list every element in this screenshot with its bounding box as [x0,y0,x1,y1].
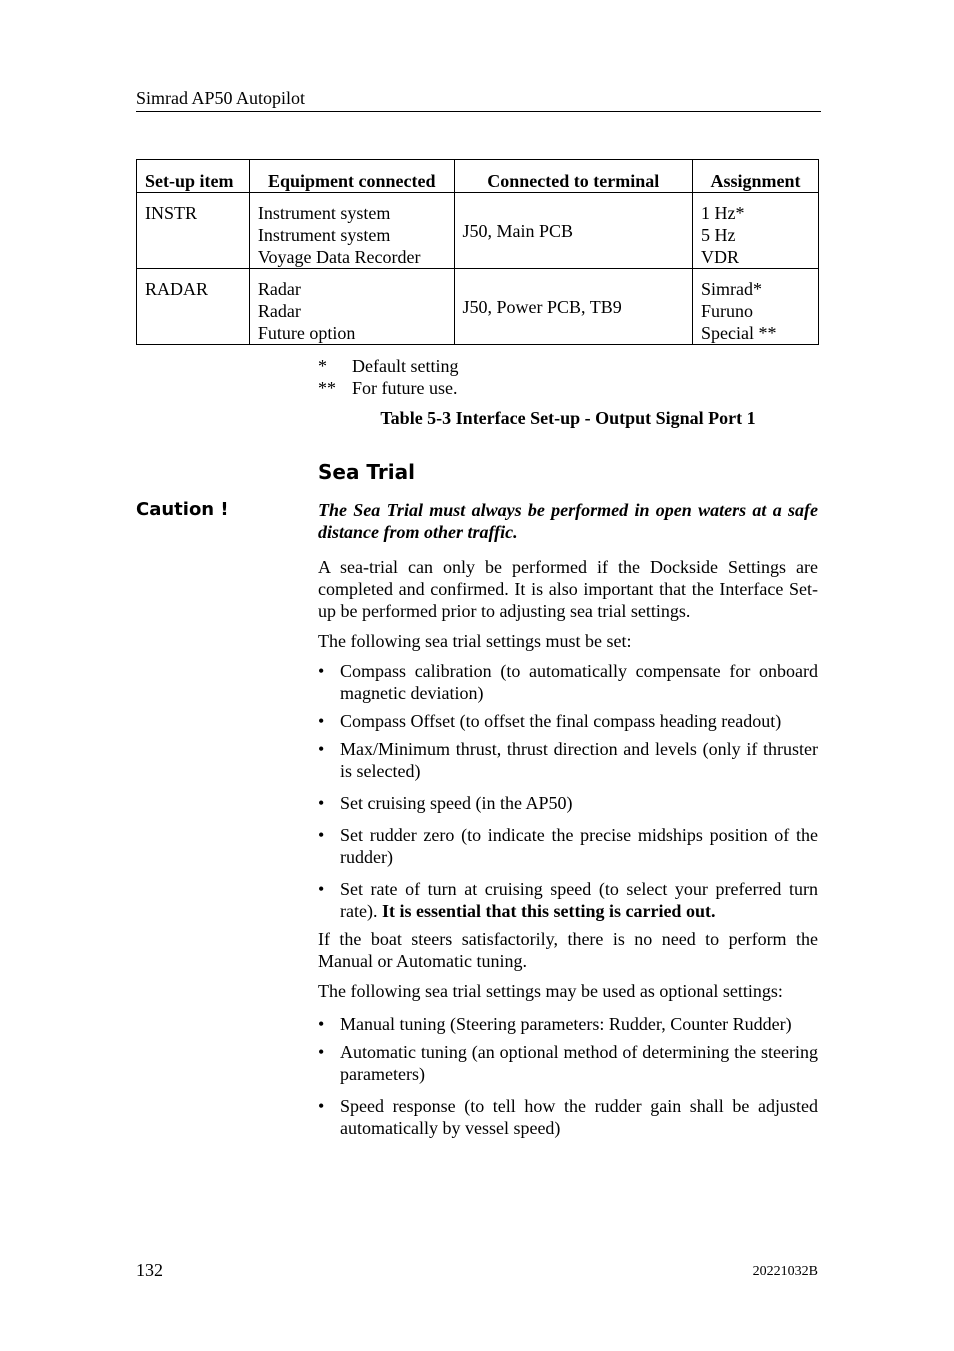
caution-label: Caution ! [136,499,229,520]
assignment-cell [693,193,819,269]
equipment-cell [249,269,454,345]
list-item-text: Set rudder zero (to indicate the precise midships position of the rudder) [340,825,818,867]
satisfactory-paragraph: If the boat steers satisfactorily, there is no need to perform the Manual or Automatic tuning. [318,929,818,971]
equipment-line: Voyage Data Recorder [257,247,421,267]
assignment-line: Furuno [701,301,754,321]
list-item-text: Set cruising speed (in the AP50) [340,793,573,813]
terminal-cell: J50, Main PCB [454,193,693,269]
caution-text: The Sea Trial must always be performed in open waters at a safe distance from other traffic. [318,500,818,542]
section-body [318,499,818,1145]
column-header: Set-up item [137,160,250,193]
header-rule [136,111,821,112]
list-item: • Compass Offset (to offset the final compass heading readout) [318,711,782,731]
footnote-text: For future use. [352,378,458,398]
must-set-list [318,660,818,922]
list-item: • Compass calibration (to automatically compensate for onboard magnetic deviation) [318,661,818,703]
equipment-line: Future option [257,323,356,343]
column-header: Connected to terminal [454,160,693,193]
must-set-intro: The following sea trial settings must be set: [318,631,632,651]
list-item-text: Compass Offset (to offset the final compass heading readout) [340,711,782,731]
section-heading: Sea Trial [318,460,415,484]
page-number: 132 [136,1260,163,1280]
equipment-line: Instrument system [257,225,391,245]
list-item: • Max/Minimum thrust, thrust direction and levels (only if thruster is selected) [318,739,818,781]
list-item-text: Max/Minimum thrust, thrust direction and levels (only if thruster is selected) [340,739,818,781]
column-header: Assignment [693,160,819,193]
assignment-line: 5 Hz [701,225,736,245]
table-caption: Table 5-3 Interface Set-up - Output Signal Port 1 [380,408,756,428]
footnote [318,355,458,377]
table-header-row [137,160,819,193]
list-item: • Speed response (to tell how the rudder gain shall be adjusted automatically by vessel speed) [318,1096,818,1138]
list-item-text: Automatic tuning (an optional method of determining the steering parameters) [340,1042,818,1084]
document-code: 20221032B [752,1264,818,1279]
list-item-text: Speed response (to tell how the rudder gain shall be adjusted automatically by vessel speed) [340,1096,818,1138]
interface-setup-table [136,159,819,345]
column-header: Equipment connected [249,160,454,193]
list-item-text: Set rate of turn at cruising speed (to select your preferred turn rate). [340,879,818,921]
list-item-text: Compass calibration (to automatically compensate for onboard magnetic deviation) [340,661,818,703]
list-item-text: Manual tuning (Steering parameters: Rudder, Counter Rudder) [340,1014,792,1034]
table-row [137,269,819,345]
footnote [318,377,458,399]
setup-item-cell: INSTR [137,193,250,269]
optional-list [318,1013,818,1139]
setup-item-cell: RADAR [137,269,250,345]
list-item: • Set rudder zero (to indicate the precise midships position of the rudder) [318,825,818,867]
assignment-line: 1 Hz* [701,203,745,223]
assignment-line: Special ** [701,323,777,343]
terminal-cell: J50, Power PCB, TB9 [454,269,693,345]
list-item: • Automatic tuning (an optional method of determining the steering parameters) [318,1042,818,1084]
equipment-line: Radar [257,301,301,321]
table-footnotes [318,355,458,399]
list-item: • Manual tuning (Steering parameters: Rudder, Counter Rudder) [318,1014,792,1034]
optional-intro: The following sea trial settings may be used as optional settings: [318,981,783,1001]
intro-paragraph: A sea-trial can only be performed if the Dockside Settings are completed and confirmed. It is also important that the Interface Set-up be performed prior to adjusting sea trial settings. [318,557,818,621]
equipment-cell [249,193,454,269]
list-item: • Set cruising speed (in the AP50) [318,793,573,813]
running-header: Simrad AP50 Autopilot [136,88,306,108]
equipment-line: Instrument system [257,203,391,223]
footnote-text: Default setting [352,356,459,376]
footnote-mark: * [318,356,327,376]
list-item: • Set rate of turn at cruising speed (to select your preferred turn rate). It is essential that this setting is carried out. [318,879,818,921]
footnote-mark: ** [318,378,336,398]
list-item-emphasis: It is essential that this setting is carried out. [381,901,716,921]
assignment-line: Simrad* [701,279,763,299]
table-row [137,193,819,269]
equipment-line: Radar [257,279,301,299]
assignment-cell [693,269,819,345]
assignment-line: VDR [701,247,740,267]
